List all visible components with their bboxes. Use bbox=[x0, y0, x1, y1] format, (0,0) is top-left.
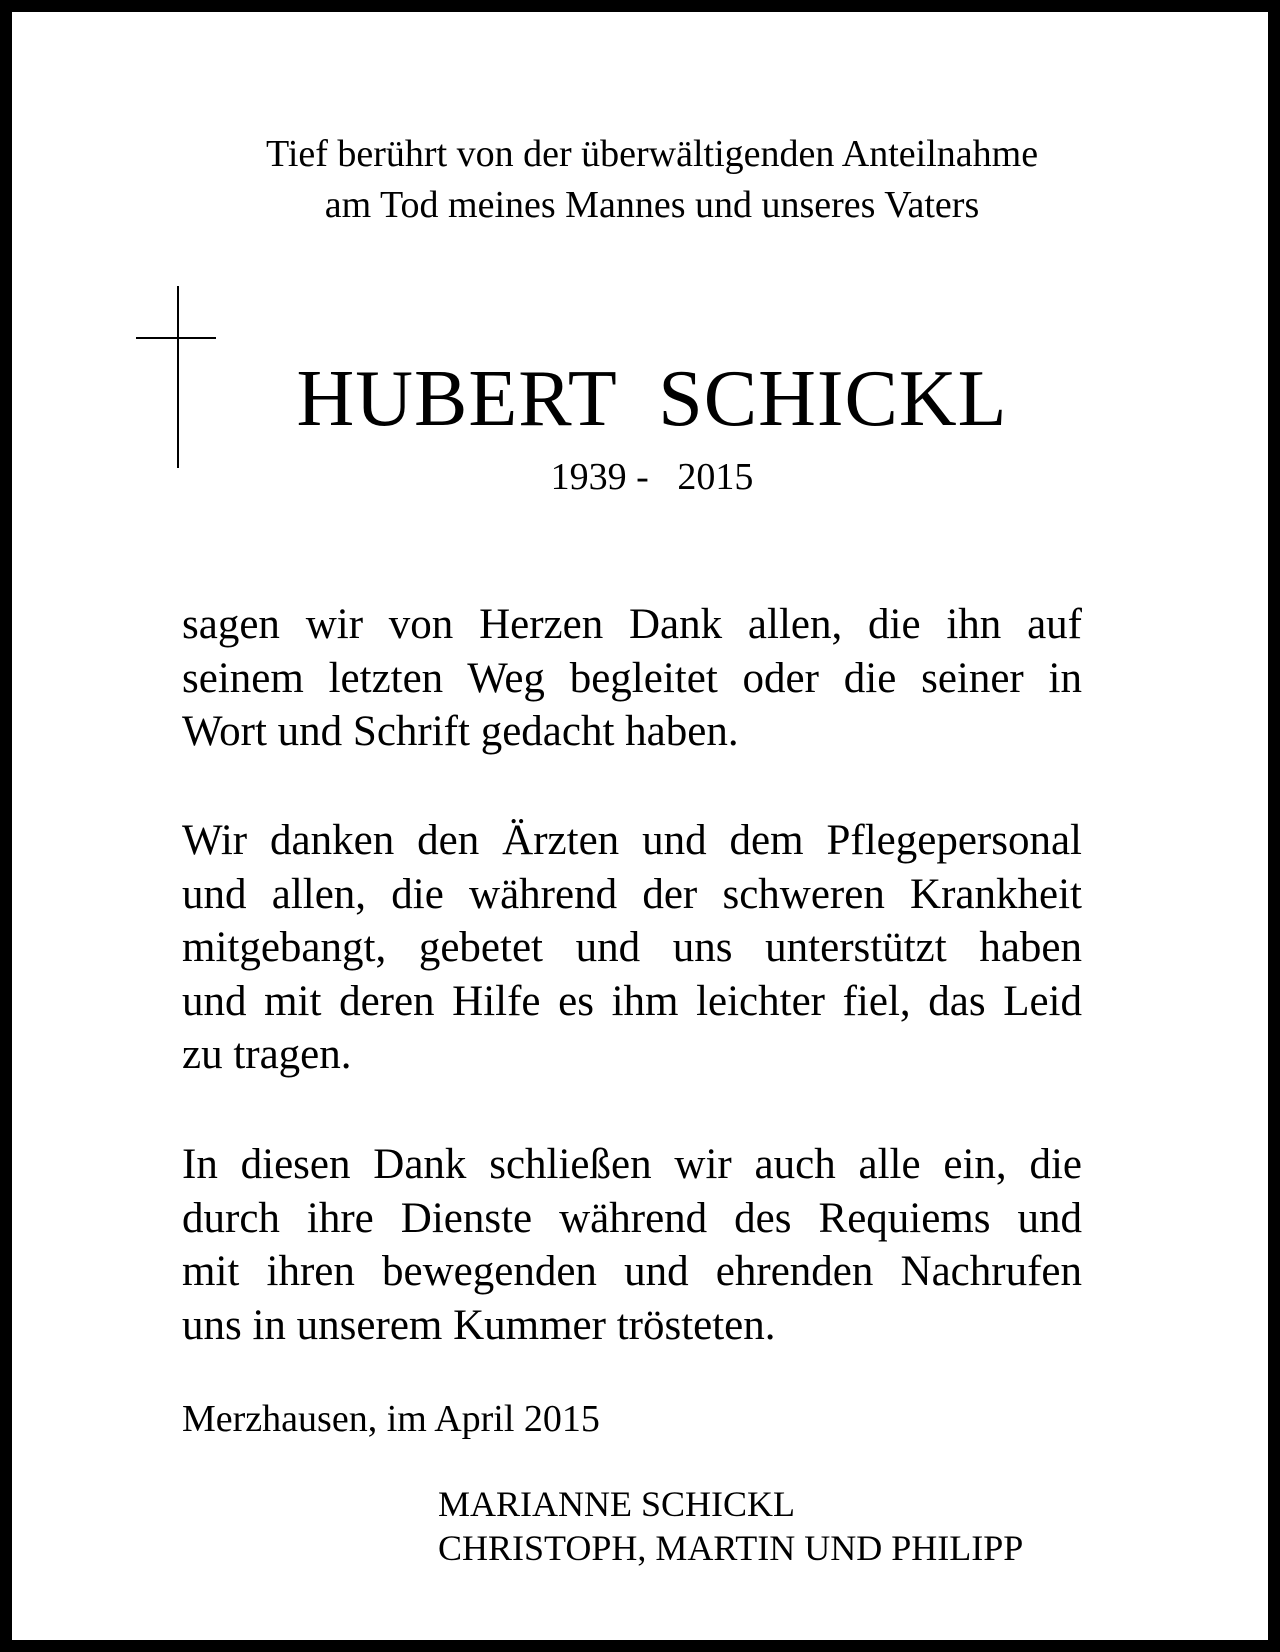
intro-line-1: Tief berührt von der überwältigenden Anteilnahme bbox=[265, 133, 1039, 175]
signature-line-1: MARIANNE SCHICKL bbox=[438, 1484, 796, 1524]
paragraph-line: und allen, die während der schweren Krankheit bbox=[182, 870, 1082, 918]
paragraph-line: uns in unserem Kummer trösteten. bbox=[182, 1301, 776, 1349]
life-dates: 1939 - 2015 bbox=[550, 456, 754, 498]
paragraph-doctors bbox=[182, 814, 1082, 1082]
place-date: Merzhausen, im April 2015 bbox=[182, 1398, 600, 1440]
intro-line-2: am Tod meines Mannes und unseres Vaters bbox=[324, 184, 980, 226]
paragraph-line: durch ihre Dienste während des Requiems und bbox=[182, 1194, 1082, 1242]
paragraph-requiem bbox=[182, 1138, 1082, 1352]
deceased-name: HUBERT SCHICKL bbox=[296, 355, 1008, 443]
paragraph-line: und mit deren Hilfe es ihm leichter fiel, das Leid bbox=[182, 977, 1082, 1025]
paragraph-line: mit ihren bewegenden und ehrenden Nachrufen bbox=[182, 1248, 1082, 1295]
paragraph-line: mitgebangt, gebetet und uns unterstützt haben bbox=[182, 924, 1082, 971]
paragraph-line: seinem letzten Weg begleitet oder die seiner in bbox=[182, 654, 1082, 702]
paragraph-line: Wort und Schrift gedacht haben. bbox=[182, 708, 739, 755]
paragraph-line: zu tragen. bbox=[182, 1031, 352, 1078]
paragraph-line: Wir danken den Ärzten und dem Pflegepersonal bbox=[182, 817, 1082, 864]
cross-vertical-bar bbox=[177, 286, 179, 468]
cross-horizontal-bar bbox=[136, 337, 216, 339]
signature-line-2: CHRISTOPH, MARTIN UND PHILIPP bbox=[438, 1528, 1024, 1568]
paragraph-line: sagen wir von Herzen Dank allen, die ihn auf bbox=[182, 601, 1082, 648]
paragraph-line: In diesen Dank schließen wir auch alle ein, die bbox=[182, 1141, 1082, 1188]
paragraph-thanks bbox=[182, 598, 1082, 759]
